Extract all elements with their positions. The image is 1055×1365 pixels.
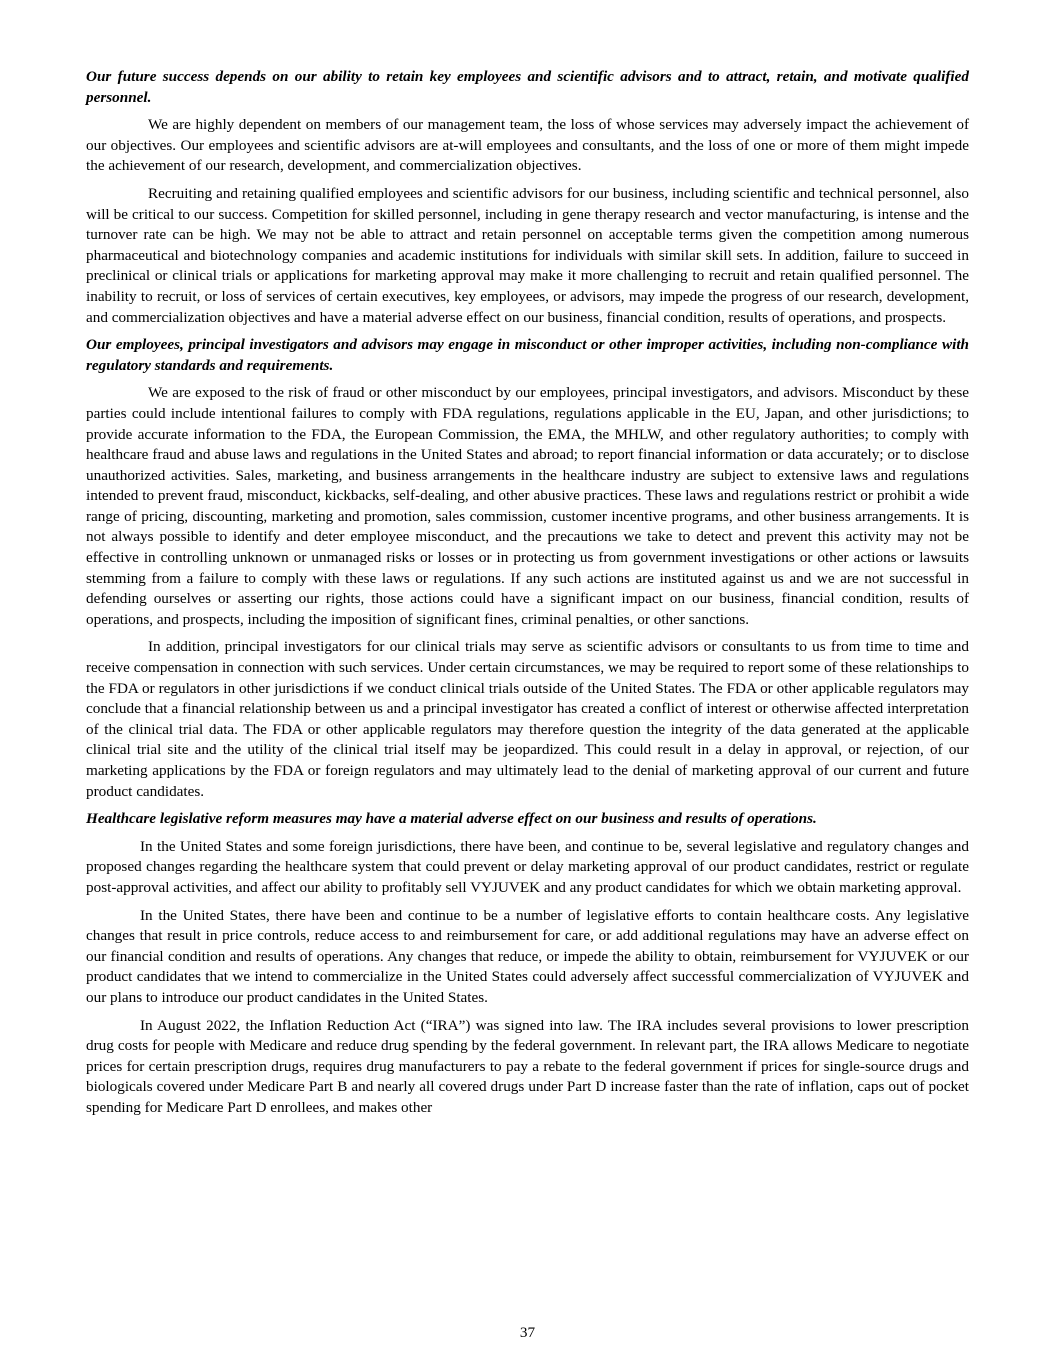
section-heading-misconduct: Our employees, principal investigators and advisors may engage in misconduct or other improper activities, including non-compliance with regulatory standards and requirements. (86, 336, 969, 374)
paragraph-recruiting-personnel: Recruiting and retaining qualified employees and scientific advisors for our business, including scientific and technical personnel, also will be critical to our success. Competition for skilled personnel, including in gene therapy research and vector manufacturing, is intense and the turnover rate can be high. We may not be able to attract and retain personnel on acceptable terms given the competition among numerous pharmaceutical and biotechnology companies and academic institutions for individuals with similar skill sets. In addition, failure to succeed in preclinical or clinical trials or applications for marketing approval may make it more challenging to recruit and retain qualified personnel. The inability to recruit, or loss of services of certain executives, key employees, or advisors, may impede the progress of our research, development, and commercialization objectives and have a material adverse effect on our business, financial condition, results of operations, and prospects. (86, 184, 969, 326)
paragraph-management-dependence: We are highly dependent on members of our management team, the loss of whose services may adversely impact the achievement of our objectives. Our employees and scientific advisors are at-will employees and consultants, and the loss of one or more of them might impede the achievement of our research, development, and commercialization objectives. (86, 116, 969, 175)
paragraph-healthcare-costs: In the United States, there have been and continue to be a number of legislative efforts to contain healthcare costs. Any legislative changes that result in price controls, reduce access to and reimbursement for care, or add additional regulations may have an adverse effect on our financial condition and results of operations. Any changes that reduce, or impede the ability to obtain, reimbursement for VYJUVEK or our product candidates that we intend to commercialize in the United States could adversely affect successful commercialization of VYJUVEK and our plans to introduce our product candidates in the United States. (86, 906, 969, 1006)
paragraph-inflation-reduction-act: In August 2022, the Inflation Reduction Act (“IRA”) was signed into law. The IRA includes several provisions to lower prescription drug costs for people with Medicare and reduce drug spending by the federal government. In relevant part, the IRA allows Medicare to negotiate prices for certain prescription drugs, requires drug manufacturers to pay a rebate to the federal government if prices for single-source drugs and biologicals covered under Medicare Part B and nearly all covered drugs under Part D increase faster than the rate of inflation, caps out of pocket spending for Medicare Part D enrollees, and makes other (86, 1016, 969, 1116)
page-number: 37 (519, 1324, 536, 1341)
document-page (86, 67, 969, 1126)
section-heading-healthcare-reform: Healthcare legislative reform measures may have a material adverse effect on our business and results of operations. (86, 810, 817, 828)
section-heading-retain-employees: Our future success depends on our ability to retain key employees and scientific advisors and to attract, retain, and motivate qualified personnel. (86, 68, 969, 106)
paragraph-legislative-changes: In the United States and some foreign jurisdictions, there have been, and continue to be, several legislative and regulatory changes and proposed changes regarding the healthcare system that could prevent or delay marketing approval of our product candidates, restrict or regulate post-approval activities, and affect our ability to profitably sell VYJUVEK and any product candidates for which we obtain marketing approval. (86, 837, 969, 896)
paragraph-fraud-risk: We are exposed to the risk of fraud or other misconduct by our employees, principal investigators, and advisors. Misconduct by these parties could include intentional failures to comply with FDA regulations, regulations applicable in the EU, Japan, and other jurisdictions; to provide accurate information to the FDA, the European Commission, the EMA, the MHLW, and other regulatory authorities; to comply with healthcare fraud and abuse laws and regulations in the United States and abroad; to report financial information or data accurately; or to disclose unauthorized activities. Sales, marketing, and business arrangements in the healthcare industry are subject to extensive laws and regulations intended to prevent fraud, misconduct, kickbacks, self-dealing, and other abusive practices. These laws and regulations restrict or prohibit a wide range of pricing, discounting, marketing and promotion, sales commission, customer incentive programs, and other business arrangements. It is not always possible to identify and deter employee misconduct, and the precautions we take to detect and prevent this activity may not be effective in controlling unknown or unmanaged risks or losses or in protecting us from government investigations or other actions or lawsuits stemming from a failure to comply with these laws or regulations. If any such actions are instituted against us and we are not successful in defending ourselves or asserting our rights, those actions could have a significant impact on our business, financial condition, results of operations, and prospects, including the imposition of significant fines, criminal penalties, or other sanctions. (86, 384, 969, 628)
paragraph-principal-investigators: In addition, principal investigators for our clinical trials may serve as scientific advisors or consultants to us from time to time and receive compensation in connection with such services. Under certain circumstances, we may be required to report some of these relationships to the FDA or regulators in other jurisdictions if we conduct clinical trials outside of the United States. The FDA or other applicable regulators may conclude that a financial relationship between us and a principal investigator has created a conflict of interest or otherwise affected interpretation of the clinical trial data. The FDA or other applicable regulators may therefore question the integrity of the data generated at the applicable clinical trial site and the utility of the clinical trial itself may be jeopardized. This could result in a delay in approval, or rejection, of our marketing applications by the FDA or foreign regulators and may ultimately lead to the denial of marketing approval of our current and future product candidates. (86, 638, 969, 800)
